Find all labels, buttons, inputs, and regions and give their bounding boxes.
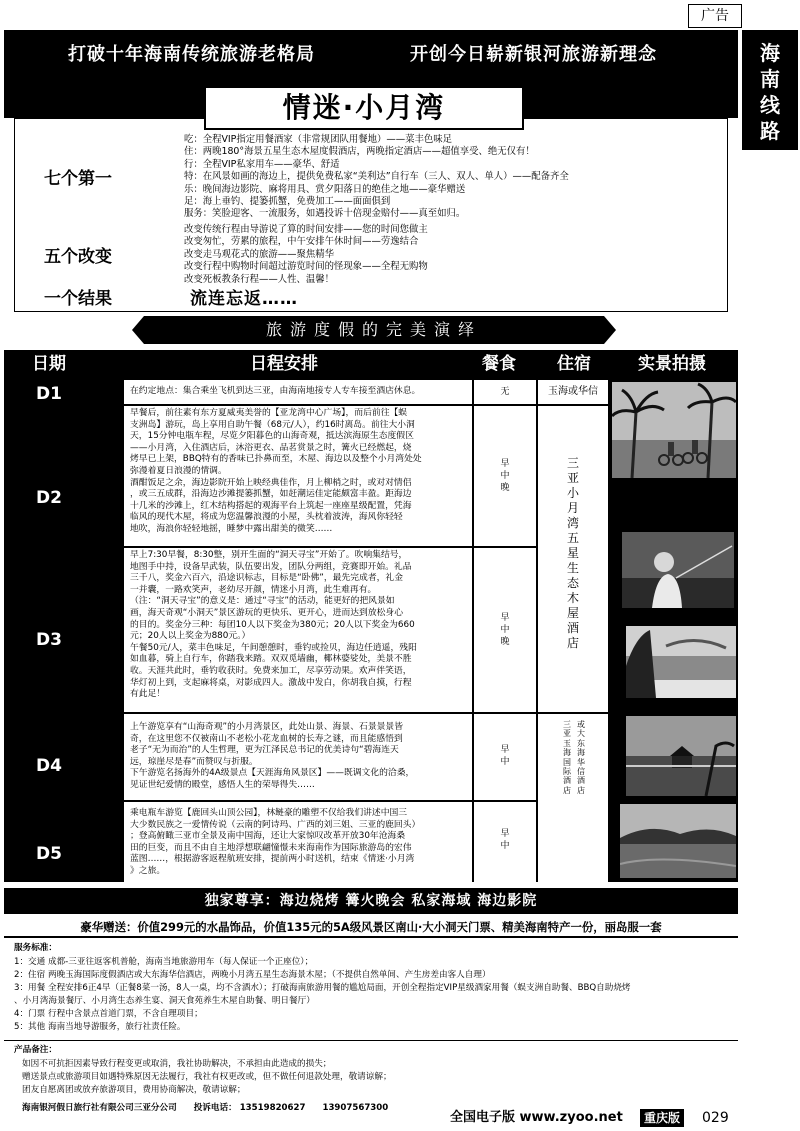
- footer: [450, 1108, 742, 1128]
- list-item: 改变死板教条行程——人性、温馨！: [184, 273, 335, 285]
- lodging-cell: 玉海或华信: [538, 380, 608, 404]
- list-item: 住：两晚180°海景五星生态木屋度假酒店，两晚指定酒店——超值享受、绝无仅有！: [184, 146, 535, 158]
- seven-firsts-label: 七个第一: [44, 169, 112, 189]
- table-row: 早餐后，前往素有东方夏威夷美誉的【亚龙湾中心广场】，而后前往【蜈 支洲岛】游玩，岛上享用自助午餐（68元/人），约16时离岛。前往大小洞 天，15分钟电瓶车程，尽览夕阳暮色的山海奇观，抵达滨海原生态度假区 ——小月湾，入住酒店后，沐浴更衣、品茗赏景之时，篝火已经燃起，烧 烤早已上架，BBQ特有的香味已扑鼻而至，木屋、海边以及整个小月湾处处 弥漫着夏日浪漫的情调。 酒酣饭足之余，海边影院开始上映经典佳作，月上柳梢之时，或对对情侣 ，或三五成群，沿海边沙滩提篓抓蟹，如赶潮运佳定能颇富丰盈。距海边 十几米的沙滩上，红木结构搭起的观海平台上筑起一座座星级配置，凭海 临风的现代木屋，将成为您温馨浪漫的小屋，头枕着波涛，海风你轻轻 地吹，海浪你轻轻地摇，睡梦中露出甜美的微笑……: [124, 406, 472, 546]
- slogan-right: 开创今日崭新银河旅游新理念: [410, 44, 657, 65]
- phone-number: 13519820627: [239, 1103, 306, 1113]
- five-changes-list: [184, 224, 428, 286]
- list-item: 服务：笑脸迎客、一流服务，如遇投诉十倍现金赔付——真至如归。: [184, 208, 466, 220]
- exclusive-banner: 独家尊享：海边烧烤 篝火晚会 私家海域 海边影院: [4, 888, 738, 914]
- table-row: 在约定地点：集合乘坐飞机到达三亚，由海南地接专人专车接至酒店休息。: [124, 380, 472, 404]
- footer-edition: 重庆版: [640, 1109, 684, 1127]
- lodging-text: 或大东海华信酒店: [577, 720, 585, 795]
- meal-cell: 无: [474, 380, 536, 404]
- meal-cell: 早 中 晚: [474, 406, 536, 546]
- header-lodging: 住宿: [557, 354, 591, 374]
- side-tab-char: 路: [760, 119, 780, 143]
- list-item: 4：门票 行程中含景点首道门票，不含自理项目；: [14, 1009, 203, 1019]
- footer-site: 全国电子版 www.zyoo.net: [450, 1110, 623, 1125]
- service-title: 服务标准：: [14, 943, 57, 953]
- lodging-text: 三亚小月湾五星生态木屋酒店: [566, 456, 579, 650]
- list-item: 1：交通 成都-三亚往返客机普舱，海南当地旅游用车（每人保证一个正座位）；: [14, 957, 314, 967]
- subhead-arrow-left-icon: [132, 316, 144, 344]
- photo-sunset-pavilion: [626, 716, 736, 796]
- lodging-cell: [538, 714, 608, 882]
- notes-title: 产品备注：: [14, 1045, 57, 1055]
- subhead-arrow-right-icon: [604, 316, 616, 344]
- list-item: 5：其他 海南当地导游服务，旅行社责任险。: [14, 1022, 186, 1032]
- list-item: 改变匆忙，劳累的旅程，中午安排午休时间——劳逸结合: [184, 236, 419, 248]
- lodging-cell: [538, 406, 608, 712]
- table-row: 早上7:30早餐，8:30整，别开生面的“洞天寻宝”开始了。吹响集结号， 地图手中持，设备早武装，队伍要出发，团队分两组，竞赛即开始。礼品 三千八，奖金六百六，沿途识标志，目标是“卧佛”，最先完成者，礼金 一并囊，一路欢笑声，老幼尽开颜，情迷小月湾，此生难再有。 （注：“洞天寻宝”的意义是：通过“寻宝”的活动，能更好的把风景如 画，海天奇观“小洞天”景区游玩的更快乐、更开心，进而达到放松身心 的目的。奖金分三种：每团10人以下奖金为380元；20人以下奖金为660 元；20人以上奖金为880元。） 午餐50元/人，菜丰色味足，午间憩憩时，垂钓或捡贝，海边任逍遥，残阳 如血暮，骑上自行车，你踏我来踏。双双觅墙幽，椰林婆娑处，美景不胜 收。天涯共此时，垂钓收获时。免费来加工，尽享劳动果。欢声伴笑语， 华灯初上到，支起麻将桌，对影成四人。激战中发白，你胡我自摸，行程 有此足！: [124, 548, 472, 712]
- side-tab-char: 海: [760, 41, 780, 65]
- list-item: 改变行程中购物时间超过游览时间的怪现象——全程无购物: [184, 261, 428, 273]
- page-number: 029: [702, 1110, 729, 1126]
- slogan-left: 打破十年海南传统旅游老格局: [68, 44, 315, 65]
- table-row: 上午游览享有“山海奇观”的小月湾景区，此处山景、海景、石景景景皆 奇，在这里您不仅被南山不老松小花龙血树的长寿之谜，而且能感悟到 老子“无为而治”的人生哲理，更为江泽民总书记的优美诗句“碧海连天 远，琼崖尽是春”而赞叹与折服。 下午游览名扬海外的4A级景点【天涯海角风景区】——既调文化的洽桑， 见证世纪爱情的殿堂，感悟人生的荣辱得失……: [124, 714, 472, 800]
- side-tab-char: 南: [760, 67, 780, 91]
- list-item: 吃：全程VIP指定用餐酒家（非常规团队用餐地）——菜丰色味足: [184, 134, 452, 145]
- list-item: 改变传统行程由导游说了算的时间安排——您的时间您做主: [184, 224, 428, 235]
- company-name: 海南银河假日旅行社有限公司三亚分公司: [22, 1103, 177, 1113]
- five-changes-label: 五个改变: [44, 247, 112, 267]
- day-label: D5: [36, 844, 62, 864]
- ad-main: [4, 30, 738, 1113]
- list-item: 改变走马观花式的旅游——聚焦精华: [184, 248, 335, 260]
- meal-cell: 早 中: [474, 714, 536, 800]
- notes-list: [22, 1058, 392, 1097]
- list-item: 特：在风景如画的海边上，提供免费私家“美利达”自行车（三人、双人、单人）——配备齐全: [184, 171, 569, 183]
- ad-tag: 广告: [688, 4, 742, 28]
- list-item: 3：用餐 全程安排6正4早（正餐8菜一汤，8人一桌，均不含酒水）；打破海南旅游用餐的尴尬局面，开创全程指定VIP星级酒家用餐（蜈支洲自助餐、BBQ自助烧烤: [14, 983, 631, 993]
- meal-cell: 早 中 晚: [474, 548, 536, 712]
- divider: [4, 1040, 738, 1041]
- day-label: D4: [36, 756, 62, 776]
- phone-number: 13907567300: [322, 1103, 389, 1113]
- day-label: D3: [36, 630, 62, 650]
- company-line: [22, 1102, 388, 1115]
- service-list: [14, 956, 631, 1034]
- phone-label: 投诉电话：: [193, 1103, 237, 1113]
- list-item: 行：全程VIP私家用车——豪华、舒适: [184, 158, 340, 170]
- list-item: 赠送景点或旅游项目如遇特殊原因无法履行，我社有权更改或，但不做任何退款处理，敬请谅解；: [22, 1072, 392, 1082]
- photo-palm-beach-cycling: [612, 382, 736, 478]
- photo-coastal-resort: [626, 626, 736, 698]
- header-schedule: 日程安排: [250, 354, 318, 374]
- page-title: 情迷·小月湾: [204, 86, 524, 130]
- one-result-label: 一个结果: [44, 289, 112, 309]
- subheading: 旅游度假的完美演绎: [144, 316, 604, 344]
- table-row: 乘电瓶车游览【鹿回头山顶公园】，林鲢豪的雕塑不仅给我们讲述中国三 大少数民族之一爱情传说（云南的阿诗玛、广西的刘三姐、三亚的鹿回头） ；登高俯瞰三亚市全景及南中国海，还让大家惊叹改革开放30年沧海桑 田的巨变，而且不由自主地浮想联翩憧憬未来海南作为国际旅游岛的宏伟 蓝图……，根据游客返程航班安排，提前两小时送机，结束《情迷·小月湾 》之旅。: [124, 802, 472, 882]
- lodging-text: 三亚玉海国际酒店: [563, 720, 571, 795]
- side-tab-char: 线: [760, 93, 780, 117]
- one-result-text: 流连忘返……: [190, 289, 298, 309]
- list-item: 乐：晚间海边影院、麻将用具、赏夕阳落日的绝佳之地——豪华赠送: [184, 183, 466, 195]
- list-item: 如因不可抗拒因素导致行程变更或取消，我社协助解决，不承担由此造成的损失；: [22, 1059, 332, 1069]
- gift-banner: 豪华赠送：价值299元的水晶饰品，价值135元的5A级风景区南山·大小洞天门票、精美海南特产一份，丽岛服一套: [4, 916, 738, 938]
- header-date: 日期: [32, 354, 66, 374]
- photo-fishing-woman: [622, 532, 734, 608]
- header-photos: 实景拍摄: [638, 354, 706, 374]
- list-item: 、小月湾海景餐厅、小月湾生态养生宴、洞天食苑养生木屋自助餐、明日餐厅）: [14, 996, 315, 1006]
- day-label: D1: [36, 384, 62, 404]
- day-label: D2: [36, 488, 62, 508]
- photo-sea-island: [620, 804, 736, 878]
- list-item: 团友自愿离团或放弃旅游项目，费用协商解决，敬请谅解；: [22, 1085, 246, 1095]
- seven-firsts-list: [184, 134, 569, 221]
- list-item: 2：住宿 两晚玉海国际度假酒店或大东海华信酒店，两晚小月湾五星生态海景木屋；（不提供自然单间、产生房差由客人自理）: [14, 970, 491, 980]
- list-item: 足：海上垂钓、提篓抓蟹，免费加工——面面俱到: [184, 195, 391, 207]
- header-meals: 餐食: [482, 354, 516, 374]
- meal-cell: 早 中: [474, 802, 536, 882]
- side-tab-hainan-routes: [742, 30, 798, 150]
